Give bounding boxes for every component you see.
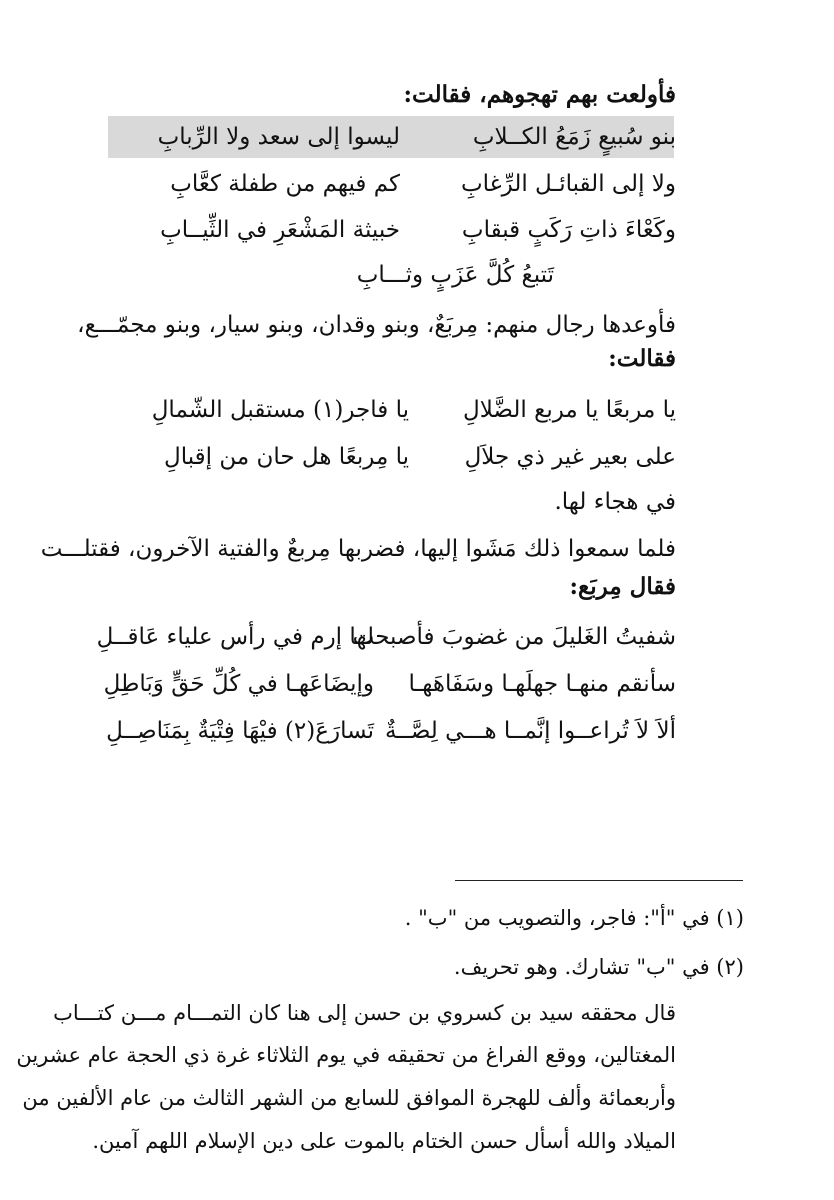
poem2-verse-2-first-hemistich: على بعير غير ذي جلاَلِ	[464, 444, 676, 470]
poem2-verse	[0, 390, 834, 430]
footnote-1: (١) في "أ": فاجر، والتصويب من "ب" .	[404, 906, 744, 930]
footnote-separator	[455, 880, 743, 881]
poem3-verse	[0, 711, 834, 751]
poem3-verse	[0, 617, 834, 657]
poem1-verse-1-second-hemistich: ليسوا إلى سعد ولا الرِّبابِ	[157, 124, 400, 150]
paragraph-3-line-2: فقال مِربَع:	[569, 573, 676, 600]
poem1-verse	[0, 164, 834, 204]
poem2-verse-1-first-hemistich: يا مربعًا يا مربع الضَّلالِ	[462, 397, 676, 423]
poem3-verse-1-second-hemistich: لها إرم في رأس علياء عَاقــلِ	[96, 624, 374, 650]
closing-line-3: وأربعمائة وألف للهجرة الموافق للسابع من الشهر الثالث من عام الألفين من	[22, 1086, 676, 1110]
poem2-verse-2-second-hemistich: يا مِربعًا هل حان من إقبالِ	[163, 444, 409, 470]
paragraph-2-line-2: فقالت:	[608, 345, 676, 372]
poem3-verse-3-second-hemistich: تَسارَعَ(٢) فيْهَا فِتْيَةٌ بِمَنَاصِــلِ	[106, 718, 374, 744]
poem1-verse	[0, 210, 834, 250]
poem1-verse-3-first-hemistich: وكَعْاءَ ذاتِ رَكَبٍ قبقابِ	[461, 217, 676, 243]
poem3-verse-2-second-hemistich: وإيضَاعَهـا في كُلِّ حَقٍّ وَبَاطِلِ	[103, 671, 374, 697]
closing-line-2: المغتالين، ووقع الفراغ من تحقيقه في يوم الثلاثاء غرة ذي الحجة عام عشرين	[16, 1043, 676, 1067]
poem1-verse-2-second-hemistich: كم فيهم من طفلة كعَّابِ	[170, 171, 400, 197]
poem3-verse-3-first-hemistich: ألاَ لاَ تُراعــوا إنَّمــا هـــي لِصَّــةٌ	[385, 718, 676, 744]
closing-line-1: قال محققه سيد بن كسروي بن حسن إلى هنا كان التمـــام مـــن كتـــاب	[53, 1001, 676, 1025]
footnote-2: (٢) في "ب" تشارك. وهو تحريف.	[453, 955, 744, 979]
closing-line-4: الميلاد والله أسأل حسن الختام بالموت على دين الإسلام اللهم آمين.	[92, 1129, 676, 1153]
poem3-verse-2-first-hemistich: سأنقم منهـا جهلَهـا وسَفَاهَهـا	[408, 671, 676, 697]
poem2-verse	[0, 437, 834, 477]
poem2-verse-1-second-hemistich: يا فاجر(١) مستقبل الشّمالِ	[151, 397, 409, 423]
poem1-verse-2-first-hemistich: ولا إلى القبائـل الرِّغابِ	[460, 171, 676, 197]
intro-line: فأولعت بهم تهجوهم، فقالت:	[403, 81, 676, 108]
poem1-verse-3-second-hemistich: خبيثة المَشْعَرِ في الثِّيــابِ	[160, 217, 400, 243]
poem3-verse	[0, 664, 834, 704]
paragraph-3-line-1: فلما سمعوا ذلك مَشَوا إليها، فضربها مِربعٌ والفتية الآخرون، فقتلـــت	[40, 536, 676, 562]
poem1-final-line: تَتبعُ كُلَّ عَزَبٍ وثـــابِ	[356, 262, 554, 288]
poem1-verse-1-first-hemistich: بنو سُبيعٍ زَمَعُ الكــلابِ	[472, 124, 676, 150]
after-poem2-line: في هجاء لها.	[554, 489, 676, 515]
poem1-verse	[0, 117, 834, 157]
paragraph-2-line-1: فأوعدها رجال منهم: مِربَعٌ، وبنو وقدان، وبنو سيار، وبنو مجمّـــع،	[77, 312, 676, 338]
poem3-verse-1-first-hemistich: شفيتُ الغَليلَ من غضوبَ فأصبحت	[352, 624, 676, 650]
